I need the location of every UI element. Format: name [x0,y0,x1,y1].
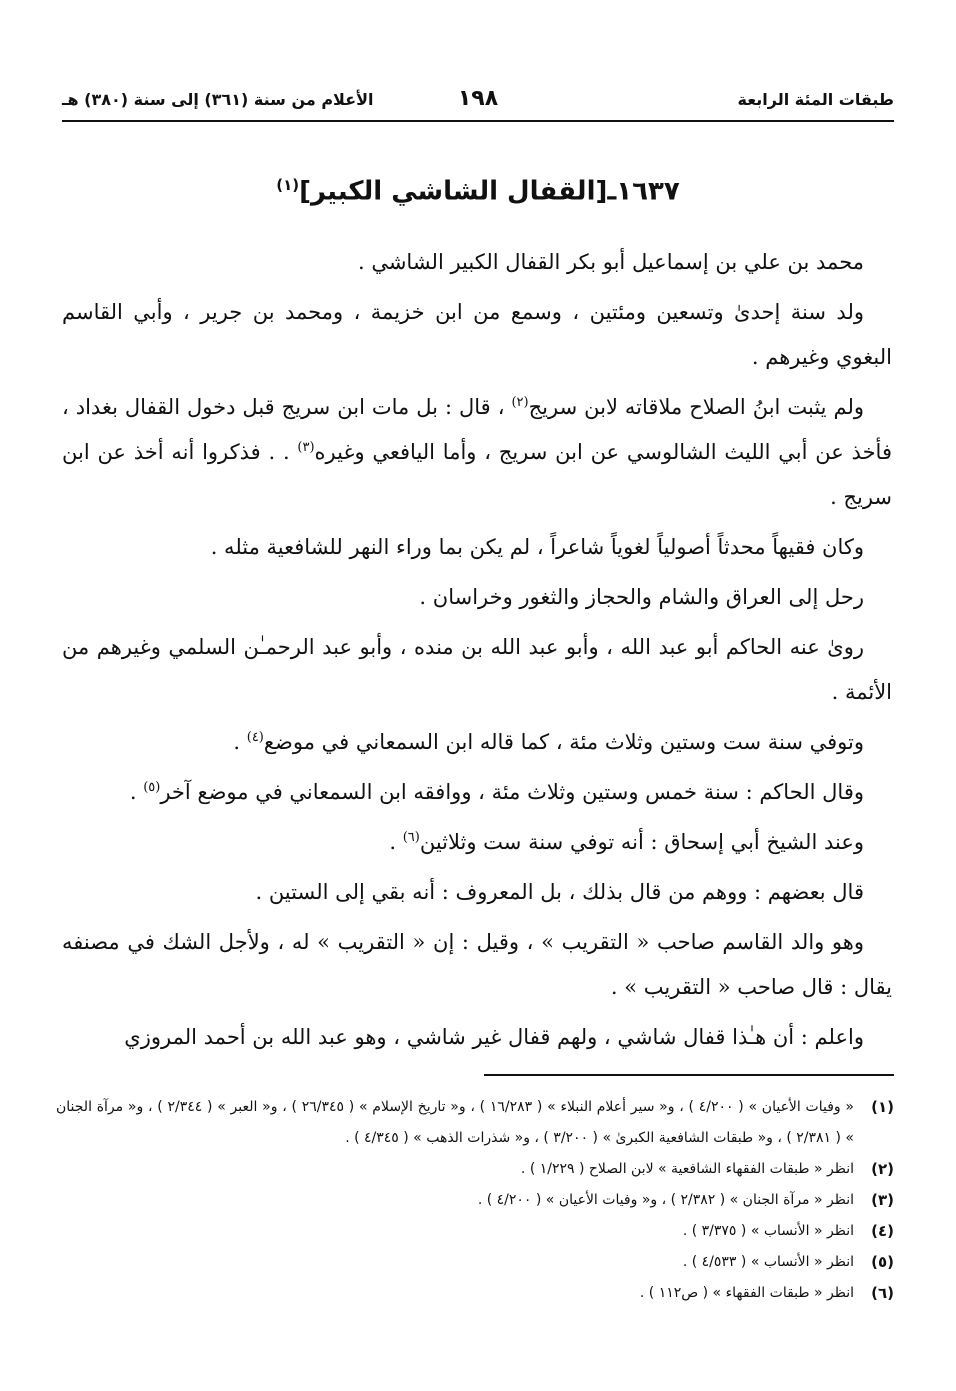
footnote [56,1185,894,1216]
paragraph-text: وعند الشيخ أبي إسحاق : أنه توفي سنة ست وثلاثين [419,830,864,854]
footnote-text: انظر « الأنساب » ( ٣/٣٧٥ ) . [682,1223,854,1239]
section-title: طبقات المئة الرابعة [737,90,894,109]
footnote-number: (١) [871,1098,894,1116]
paragraph-text: وتوفي سنة ست وستين وثلاث مئة ، كما قاله ابن السمعاني في موضع [263,730,864,754]
footnote-text: انظر « طبقات الفقهاء الشافعية » لابن الصلاح ( ١/٢٢٩ ) . [520,1161,854,1177]
year-range-title: الأعلام من سنة (٣٦١) إلى سنة (٣٨٠) هـ [62,90,374,109]
footnote [56,1278,894,1309]
paragraph-text: . . فذكروا أنه أخذ عن ابن سريج . [62,440,892,509]
paragraph-text: روىٰ عنه الحاكم أبو عبد الله ، وأبو عبد الله بن منده ، وأبو عبد الرحمـٰن السلمي وغيرهم من الأئمة . [62,635,892,704]
entry-title-text: ١٦٣٧ـ[القفال الشاشي الكبير] [299,176,680,207]
footnote-ref: (٤) [246,730,264,745]
footnote-number: (٤) [871,1222,894,1240]
footnote [56,1092,894,1154]
paragraph-text: واعلم : أن هـٰذا قفال شاشي ، ولهم قفال غير شاشي ، وهو عبد الله بن أحمد المروزي [124,1025,864,1049]
footnote-text: انظر « مرآة الجنان » ( ٢/٣٨٢ ) ، و« وفيات الأعيان » ( ٤/٢٠٠ ) . [477,1192,854,1208]
footnote-text: انظر « الأنساب » ( ٤/٥٣٣ ) . [682,1254,854,1270]
footnote-ref: (٣) [297,440,315,455]
paragraph-text: . [389,830,403,854]
paragraph [62,385,892,520]
page-number: ١٩٨ [457,86,499,111]
paragraph-text: وقال الحاكم : سنة خمس وستين وثلاث مئة ، ووافقه ابن السمعاني في موضع آخر [160,780,864,804]
paragraph-text: . [233,730,247,754]
footnote-ref: (٢) [511,395,529,410]
paragraph-text: محمد بن علي بن إسماعيل أبو بكر القفال الكبير الشاشي . [357,250,864,274]
paragraph-text: ولم يثبت ابنُ الصلاح ملاقاته لابن سريج [528,395,864,419]
biography-text [62,240,892,1065]
paragraph [62,240,892,285]
footnote-divider [484,1074,894,1076]
entry-title [62,176,894,207]
footnote-ref: (١) [276,176,300,194]
paragraph [62,575,892,620]
paragraph-text: قال بعضهم : ووهم من قال بذلك ، بل المعروف : أنه بقي إلى الستين . [255,880,864,904]
footnote [56,1154,894,1185]
footnote-text: انظر « طبقات الفقهاء » ( ص١١٢ ) . [639,1285,854,1301]
paragraph [62,770,892,815]
paragraph-text: ، قال : بل مات ابن سريج قبل دخول القفال بغداد ، فأخذ عن أبي الليث الشالوسي عن ابن سريج ، وأما اليافعي وغيره [62,395,892,464]
paragraph [62,625,892,715]
paragraph [62,870,892,915]
running-header [62,86,894,122]
footnote-ref: (٦) [402,830,420,845]
paragraph [62,290,892,380]
paragraph-text: وكان فقيهاً محدثاً أصولياً لغوياً شاعراً ، لم يكن بما وراء النهر للشافعية مثله . [210,535,864,559]
paragraph [62,920,892,1010]
footnote [56,1247,894,1278]
footnote [56,1216,894,1247]
footnotes [56,1092,894,1309]
footnote-ref: (٥) [143,780,161,795]
footnote-number: (٣) [871,1191,894,1209]
paragraph [62,720,892,765]
paragraph-text: وهو والد القاسم صاحب « التقريب » ، وقيل : إن « التقريب » له ، ولأجل الشك في مصنفه يقال : قال صاحب « التقريب » . [62,930,892,999]
footnote-number: (٦) [871,1284,894,1302]
paragraph-text: ولد سنة إحدىٰ وتسعين ومئتين ، وسمع من ابن خزيمة ، ومحمد بن جرير ، وأبي القاسم البغوي وغيرهم . [62,300,892,369]
paragraph [62,820,892,865]
paragraph-text: رحل إلى العراق والشام والحجاز والثغور وخراسان . [419,585,864,609]
footnote-number: (٢) [871,1160,894,1178]
footnote-number: (٥) [871,1253,894,1271]
paragraph [62,1015,892,1060]
paragraph [62,525,892,570]
footnote-text: « وفيات الأعيان » ( ٤/٢٠٠ ) ، و« سير أعلام النبلاء » ( ١٦/٢٨٣ ) ، و« تاريخ الإسلام » ( ٢٦/٣٤٥ ) ، و« العبر » ( ٢/٣٤٤ ) ، و« مرآة الجنان » ( ٢/٣٨١ ) ، و« طبقات الشافعية الكبرىٰ » ( ٣/٢٠٠ ) ، و« شذرات الذهب » ( ٤/٣٤٥ ) . [56,1099,854,1146]
paragraph-text: . [129,780,144,804]
